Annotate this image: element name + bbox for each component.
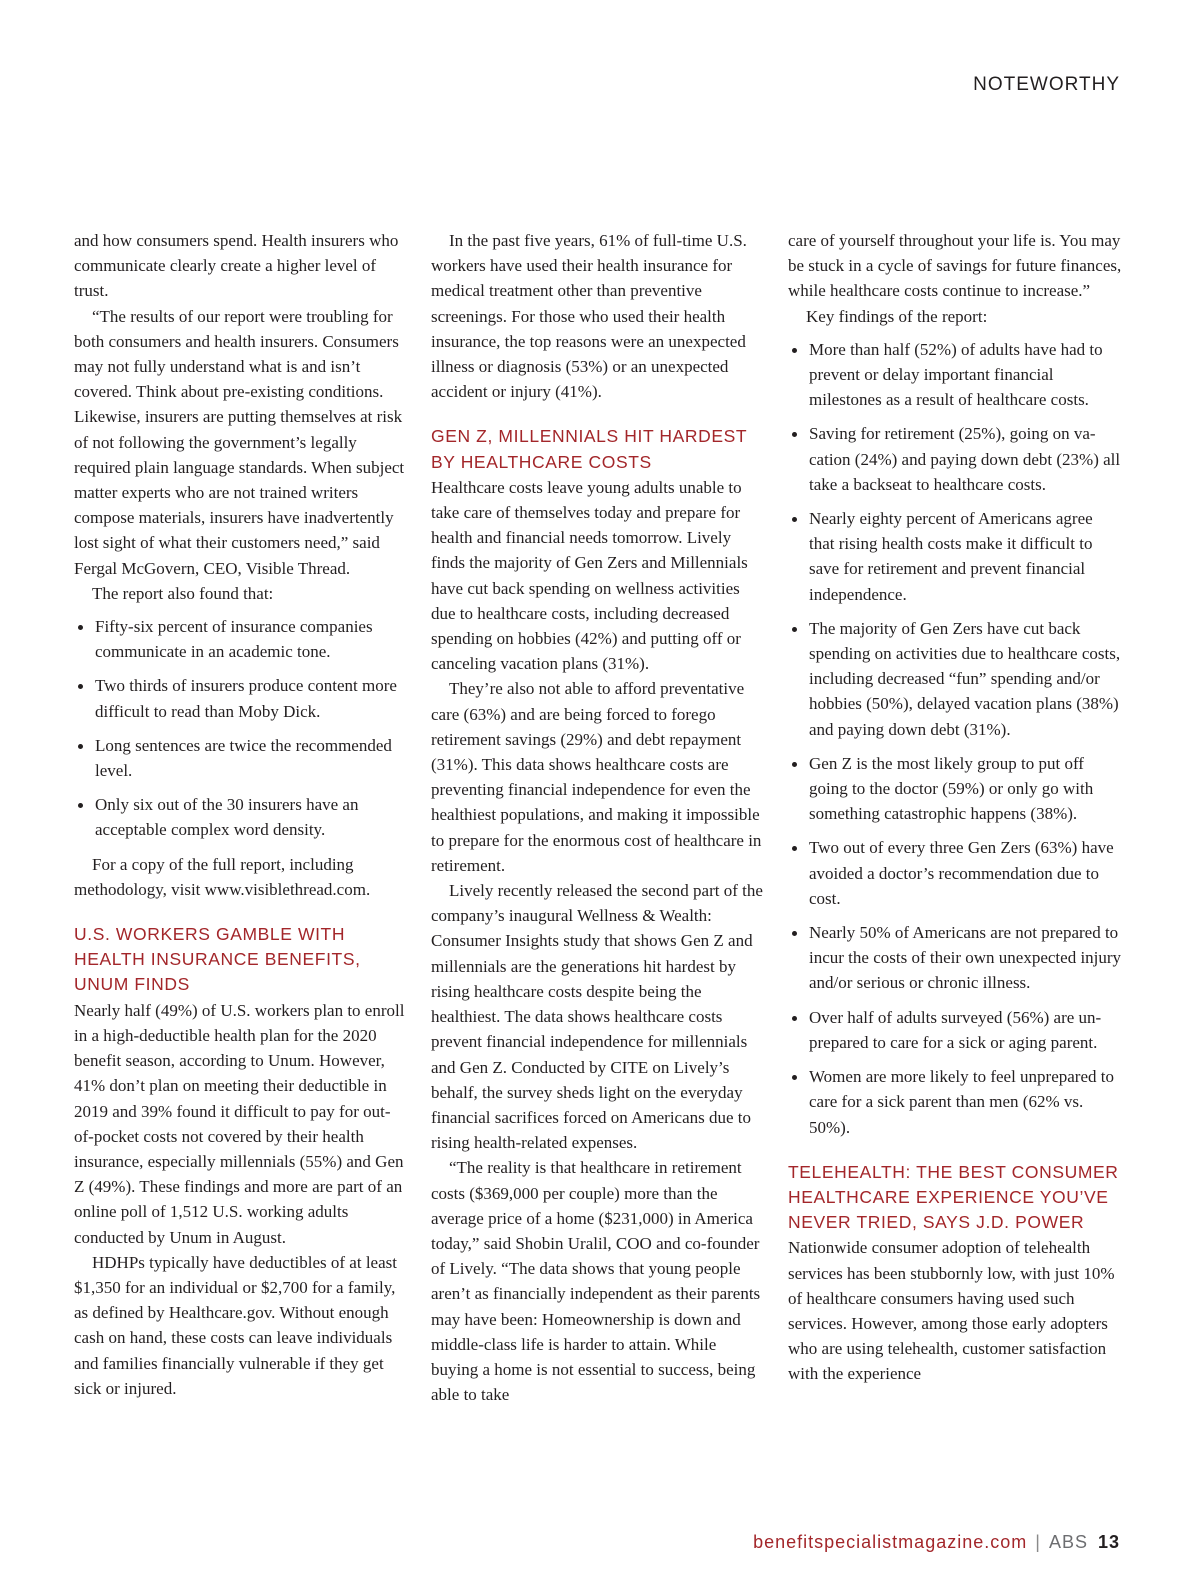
page-number: 13 — [1097, 1532, 1120, 1552]
list-item: Only six out of the 30 insurers have an acceptable complex word density. — [74, 792, 410, 842]
list-item: Fifty-six percent of insurance companies communicate in an academic tone. — [74, 614, 410, 664]
footer-magazine: ABS — [1048, 1532, 1088, 1552]
paragraph: “The results of our report were troubling for both consumers and health insurers. Consumers may not fully understand what is and isn’t covered. Think about pre-existing conditions. Likewise, insurers are putting themselves at risk of not following the government’s legally required plain language standards. When subject matter experts who are not trained writers compose materials, insurers have inadvertently lost sight of what their customers need,” said Fergal McGovern, CEO, Visible Thread. — [74, 306, 405, 578]
paragraph: They’re also not able to afford preventative care (63%) and are being forced to forego retirement savings (29%) and debt repayment (31%). This data shows healthcare costs are preventing financial independence for even the healthiest populations, and making it impossible to prepare for the enormous cost of healthcare in retirement. — [431, 679, 762, 875]
paragraph: In the past five years, 61% of full-time U.S. workers have used their health insurance for medical treatment other than preventive screenings. For those who used their health insurance, the top reasons were an unexpected illness or diagnosis (53%) or an unexpected accident or injury (41%). — [431, 231, 747, 402]
list-item: Long sentences are twice the recommended level. — [74, 733, 410, 783]
list-item: Women are more likely to feel unprepared to care for a sick parent than men (62% vs. 50%). — [788, 1064, 1122, 1140]
list-item: Gen Z is the most likely group to put off going to the doctor (59%) or only go with something catastrophic happens (38%). — [788, 751, 1122, 827]
list-item: Over half of adults surveyed (56%) are unprepared to care for a sick or aging parent. — [788, 1005, 1122, 1055]
article-column-1 — [74, 228, 410, 1401]
paragraph: care of yourself throughout your life is. You may be stuck in a cycle of savings for future finances, while healthcare costs continue to increase.” — [788, 231, 1122, 301]
paragraph: Nearly half (49%) of U.S. workers plan to enroll in a high-deductible health plan for the 2020 benefit season, according to Unum. However, 41% don’t plan on meeting their deductible in 2019 and 39% found it difficult to pay for out-of-pocket costs not covered by their health insurance, especially millennials (55%) and Gen Z (49%). These findings and more are part of an online poll of 1,512 U.S. working adults conducted by Unum in August. — [74, 1000, 405, 1247]
section-heading: U.S. WORKERS GAMBLE WITH HEALTH INSURANCE BENEFITS, UNUM FINDS — [74, 924, 361, 995]
section-heading: GEN Z, MILLENNIALS HIT HARDEST BY HEALTHCARE COSTS — [431, 426, 747, 472]
paragraph: “The reality is that healthcare in retirement costs ($369,000 per couple) more than the average price of a home ($231,000) in America today,” said Shobin Uralil, COO and co-founder of Lively. “The data shows that young people aren’t as financially independent as their parents may have been: Homeownership is down and middle-class life is harder to attain. While buying a home is not essential to success, being able to take — [431, 1158, 761, 1405]
paragraph: Key findings of the report: — [806, 306, 988, 326]
section-heading: TELEHEALTH: THE BEST CONSUMER HEALTHCARE EXPERIENCE YOU’VE NEVER TRIED, SAYS J.D. POWER — [788, 1161, 1119, 1233]
footer-website: benefitspecialistmagazine.com — [753, 1532, 1028, 1552]
article-column-2 — [431, 228, 767, 1407]
article-column-3 — [788, 228, 1122, 1387]
list-item: Nearly 50% of Americans are not prepared to incur the costs of their own unexpected injury and/or serious or chronic illness. — [788, 920, 1122, 996]
paragraph: For a copy of the full report, including methodology, visit www.visiblethread.com. — [74, 854, 371, 899]
paragraph: HDHPs typically have deductibles of at least $1,350 for an individual or $2,700 for a family, as defined by Healthcare.gov. Without enough cash on hand, these costs can leave individuals and families financially vulnerable if they get sick or injured. — [74, 1252, 397, 1398]
list-item: The majority of Gen Zers have cut back spending on activities due to healthcare costs, including decreased “fun” spending and/or hobbies (50%), delayed vacation plans (38%) and paying down debt (31%). — [788, 616, 1122, 742]
list-item: Two out of every three Gen Zers (63%) have avoided a doctor’s recommendation due to cost. — [788, 835, 1122, 911]
list-item: Two thirds of insurers produce content more difficult to read than Moby Dick. — [74, 673, 410, 723]
bullet-list — [788, 337, 1122, 1140]
paragraph: Lively recently released the second part of the company’s inaugural Wellness & Wealth: Consumer Insights study that shows Gen Z and millennials are the generations hit hardest by rising healthcare costs despite being the healthiest. The data shows healthcare costs prevent financial independence for millennials and Gen Z. Conducted by CITE on Lively’s behalf, the survey sheds light on the everyday financial sacrifices forced on Americans due to rising health-related expenses. — [431, 881, 763, 1153]
bullet-list — [74, 614, 410, 843]
paragraph: The report also found that: — [92, 583, 274, 603]
list-item: More than half (52%) of adults have had to prevent or delay important financial milestones as a result of healthcare costs. — [788, 337, 1122, 413]
section-label: NOTEWORTHY — [973, 74, 1120, 95]
paragraph: Nationwide consumer adoption of telehealth services has been stubbornly low, with just 10% of healthcare consumers having used such services. However, among those early adopters who are using telehealth, customer satisfaction with the experience — [788, 1238, 1115, 1384]
page-footer — [753, 1532, 1120, 1553]
paragraph: Healthcare costs leave young adults unable to take care of themselves today and prepare for health and financial needs tomorrow. Lively finds the majority of Gen Zers and Millennials have cut back spending on wellness activities due to healthcare costs, including decreased spending on hobbies (42%) and putting off or canceling vacation plans (31%). — [431, 477, 748, 674]
list-item: Nearly eighty percent of Americans agree that rising health costs make it difficult to save for retirement and prevent financial independence. — [788, 506, 1122, 607]
list-item: Saving for retirement (25%), going on vacation (24%) and paying down debt (23%) all take a backseat to healthcare costs. — [788, 421, 1122, 497]
footer-separator: | — [1035, 1532, 1041, 1552]
paragraph: and how consumers spend. Health insurers who communicate clearly create a higher level of trust. — [74, 231, 399, 301]
